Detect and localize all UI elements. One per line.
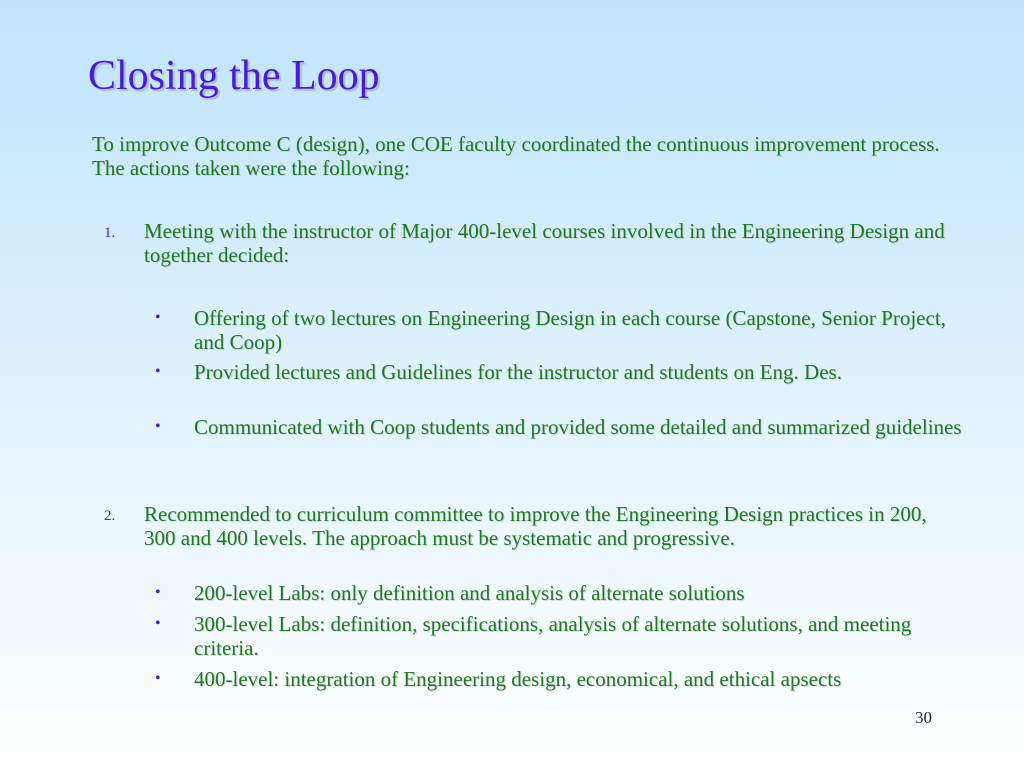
bullet-text: 300-level Labs: definition, specifications, analysis of alternate solutions, and meeting criteria.	[194, 612, 912, 660]
bullet-text: Communicated with Coop students and provided some detailed and summarized guidelines	[194, 415, 962, 439]
bullet-dot-icon: •	[155, 418, 161, 435]
bullet-dot-icon: •	[155, 615, 161, 632]
item-text: Meeting with the instructor of Major 400-level courses involved in the Engineering Design and together decided:	[144, 219, 945, 267]
intro-paragraph: To improve Outcome C (design), one COE faculty coordinated the continuous improvement process. The actions taken were the following:	[92, 132, 940, 180]
item-number: 1.	[104, 225, 116, 241]
item-number: 2.	[104, 508, 116, 524]
bullet-dot-icon: •	[155, 670, 161, 687]
bullet-text: Provided lectures and Guidelines for the instructor and students on Eng. Des.	[194, 360, 842, 384]
slide-title: Closing the Loop	[88, 53, 380, 99]
bullet-text: 200-level Labs: only definition and analysis of alternate solutions	[194, 581, 745, 605]
bullet-dot-icon: •	[155, 309, 161, 326]
item-text: Recommended to curriculum committee to improve the Engineering Design practices in 200, 300 and 400 levels. The approach must be systematic and progressive.	[144, 502, 927, 550]
bullet-text: Offering of two lectures on Engineering Design in each course (Capstone, Senior Project, and Coop)	[194, 306, 946, 354]
bullet-dot-icon: •	[155, 363, 161, 380]
bullet-text: 400-level: integration of Engineering design, economical, and ethical apsects	[194, 667, 842, 691]
page-number: 30	[915, 708, 932, 727]
bullet-dot-icon: •	[155, 584, 161, 601]
